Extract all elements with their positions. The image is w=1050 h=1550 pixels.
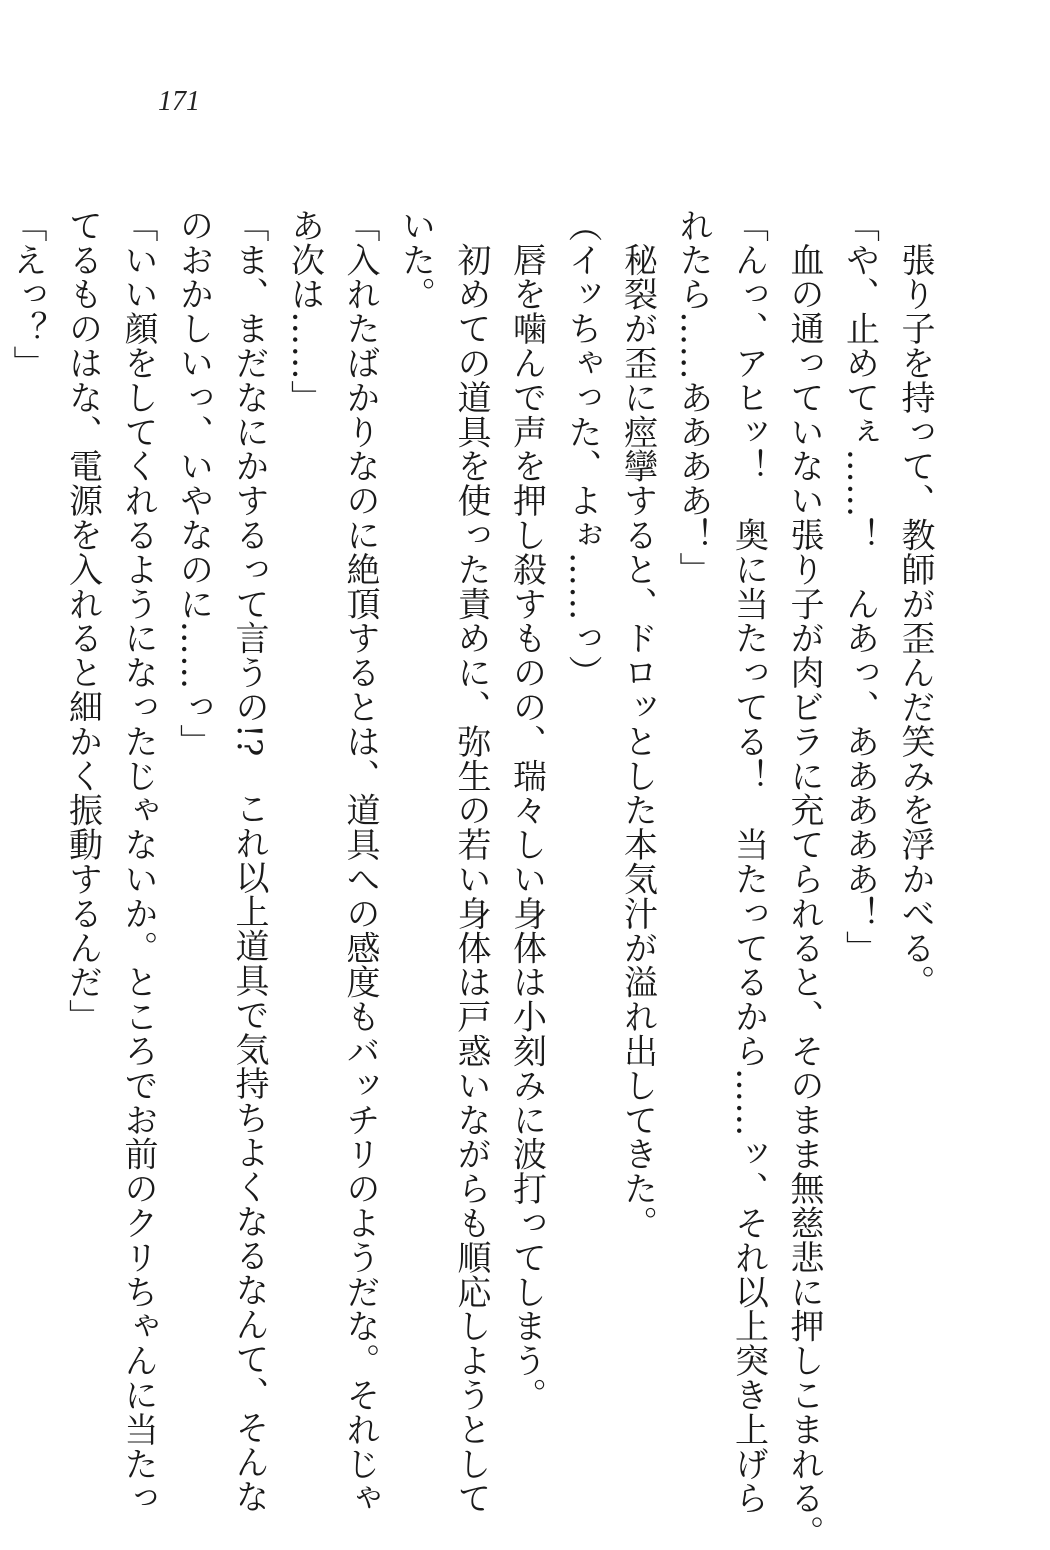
text-line: れたら……ああああ！」 bbox=[673, 208, 713, 587]
text-line: てるものはな、電源を入れると細かく振動するんだ」 bbox=[62, 208, 103, 1034]
text-line: 「えっ？」 bbox=[7, 208, 47, 380]
text-line: 「いい顔をしてくれるようになったじゃないか。ところでお前のクリちゃんに当たっ bbox=[118, 208, 158, 1516]
text-line: のおかしいっ、いやなのに……っ」 bbox=[173, 208, 214, 759]
text-line: 「ま、まだなにかするって言うの!? これ以上道具で気持ちよくなるなんて、そんな bbox=[229, 208, 269, 1514]
text-line: （イッちゃった、よぉ……っ） bbox=[562, 208, 602, 690]
text-line: 張り子を持って、教師が歪んだ笑みを浮かべる。 bbox=[895, 208, 935, 1000]
vertical-text-body bbox=[7, 208, 942, 1550]
text-line: 「入れたばかりなのに絶頂するとは、道具への感度もバッチリのようだな。それじゃ bbox=[340, 208, 380, 1516]
text-line: 血の通っていない張り子が肉ビラに充てられると、そのまま無慈悲に押しこまれる。 bbox=[784, 208, 824, 1550]
text-line: 唇を噛んで声を押し殺すものの、瑞々しい身体は小刻みに波打ってしまう。 bbox=[506, 208, 547, 1412]
text-line: あ次は……」 bbox=[284, 208, 325, 415]
text-line: 「や、止めてぇ……！ んあっ、あああああ！」 bbox=[839, 208, 880, 965]
text-line: 秘裂が歪に痙攣すると、ドロッとした本気汁が溢れ出してきた。 bbox=[617, 208, 658, 1240]
text-line: 「んっ、アヒッ！ 奥に当たってる！ 当たってるから……ッ、それ以上突き上げら bbox=[728, 208, 769, 1516]
text-line: いた。 bbox=[395, 208, 436, 312]
page-number: 171 bbox=[158, 86, 200, 117]
text-line: 初めての道具を使った責めに、弥生の若い身体は戸惑いながらも順応しようとして bbox=[451, 208, 491, 1516]
